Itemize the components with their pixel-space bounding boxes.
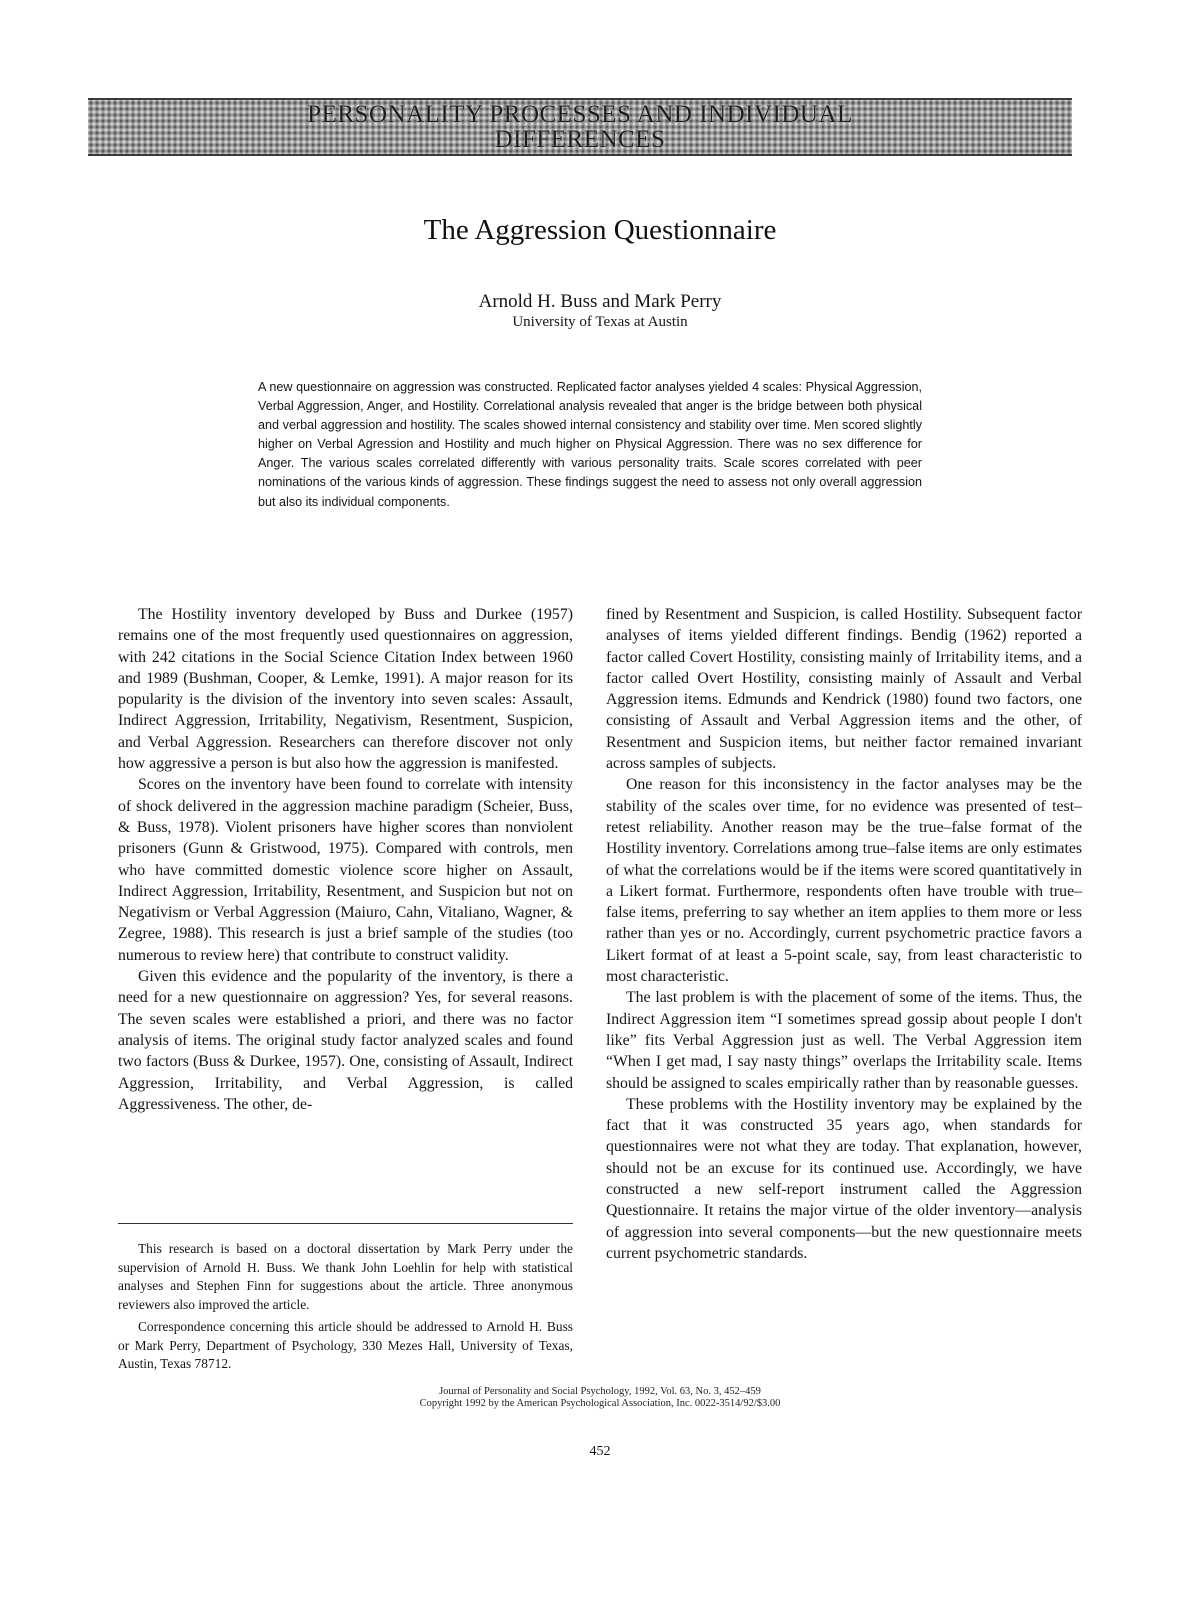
body-paragraph: The Hostility inventory developed by Buss and Durkee (1957) remains one of the most frequently used questionnaires on aggression, with 242 citations in the Social Science Citation Index between 1960 and 1989 (Bushman, Cooper, & Lemke, 1991). A major reason for its popularity is the division of the inventory into seven scales: Assault, Indirect Aggression, Irritability, Negativism, Resentment, Suspicion, and Verbal Aggression. Researchers can therefore discover not only how aggressive a person is but also how the aggression is manifested. bbox=[118, 606, 573, 773]
body-paragraph: Scores on the inventory have been found to correlate with intensity of shock delivered in the aggression machine paradigm (Scheier, Buss, & Buss, 1978). Violent prisoners have higher scores than nonviolent prisoners (Gunn & Gristwood, 1975). Compared with controls, men who have committed domestic violence score higher on Assault, Indirect Aggression, Irritability, Resentment, and Suspicion but not on Negativism or Verbal Aggression (Maiuro, Cahn, Vitaliano, Wagner, & Zegree, 1988). This research is just a brief sample of the studies (too numerous to review here) that contribute to construct validity. bbox=[118, 776, 573, 964]
author-affiliation: University of Texas at Austin bbox=[512, 314, 688, 330]
abstract bbox=[258, 378, 922, 512]
abstract-text: A new questionnaire on aggression was constructed. Replicated factor analyses yielded 4 scales: Physical Aggression, Verbal Aggression, Anger, and Hostility. Correlational analysis revealed that anger is the bridge between both physical and verbal aggression and hostility. The scales showed internal consistency and stability over time. Men scored slightly higher on Verbal Agression and Hostility and much higher on Physical Aggression. There was no sex difference for Anger. The various scales correlated differently with various personality traits. Scale scores correlated with peer nominations of the various kinds of aggression. These findings suggest the need to assess not only overall aggression but also its individual components. bbox=[258, 380, 922, 509]
article-title: The Aggression Questionnaire bbox=[423, 214, 777, 246]
body-paragraph: The last problem is with the placement of some of the items. Thus, the Indirect Aggression item “I sometimes spread gossip about people I don't like” fits Verbal Aggression just as well. The Verbal Aggression item “When I get mad, I say nasty things” overlaps the Irritability scale. Items should be assigned to scales empirically rather than by reasonable guesses. bbox=[606, 989, 1082, 1092]
page-number: 452 bbox=[589, 1444, 611, 1459]
body-left-column bbox=[118, 604, 573, 1115]
journal-citation: Journal of Personality and Social Psychology, 1992, Vol. 63, No. 3, 452–459 bbox=[439, 1386, 761, 1397]
author-note-footnote: This research is based on a doctoral dissertation by Mark Perry under the supervision of Arnold H. Buss. We thank John Loehlin for help with statistical analyses and Stephen Finn for suggestions about the article. Three anonymous reviewers also improved the article. bbox=[118, 1241, 573, 1312]
body-paragraph: Given this evidence and the popularity of the inventory, is there a need for a new questionnaire on aggression? Yes, for several reasons. The seven scales were established a priori, and there was no factor analysis of items. The original study factor analyzed scales and found two factors (Buss & Durkee, 1957). One, consisting of Assault, Indirect Aggression, Irritability, and Verbal Aggression, is called Aggressiveness. The other, de- bbox=[118, 968, 573, 1113]
copyright-notice: Copyright 1992 by the American Psychological Association, Inc. 0022-3514/92/$3.00 bbox=[419, 1398, 781, 1409]
body-right-column bbox=[606, 604, 1082, 1264]
footnotes bbox=[118, 1240, 573, 1378]
body-paragraph-continuation: fined by Resentment and Suspicion, is called Hostility. Subsequent factor analyses of items yielded different findings. Bendig (1962) reported a factor called Covert Hostility, consisting mainly of Irritability items, and a factor called Overt Hostility, consisting mainly of Assault and Verbal Aggression items. Edmunds and Kendrick (1980) found two factors, one consisting of Assault and Verbal Aggression items and the other, of Resentment and Suspicion items, but neither factor remained invariant across samples of subjects. bbox=[606, 606, 1082, 773]
body-paragraph: These problems with the Hostility inventory may be explained by the fact that it was constructed 35 years ago, when standards for questionnaires were not what they are today. That explanation, however, should not be an excuse for its continued use. Accordingly, we have constructed a new self-report instrument called the Aggression Questionnaire. It retains the major virtue of the older inventory—analysis of aggression into several components—but the new questionnaire meets current psychometric standards. bbox=[606, 1095, 1082, 1262]
section-banner-line-2: DIFFERENCES bbox=[494, 126, 666, 153]
correspondence-footnote: Correspondence concerning this article should be addressed to Arnold H. Buss or Mark Perry, Department of Psychology, 330 Mezes Hall, University of Texas, Austin, Texas 78712. bbox=[118, 1319, 573, 1371]
section-banner bbox=[88, 98, 1072, 156]
article-authors: Arnold H. Buss and Mark Perry bbox=[478, 291, 722, 312]
footnote-divider bbox=[118, 1223, 573, 1224]
section-banner-line-1: PERSONALITY PROCESSES AND INDIVIDUAL bbox=[307, 101, 853, 128]
body-paragraph: One reason for this inconsistency in the factor analyses may be the stability of the scales over time, for no evidence was presented of test–retest reliability. Another reason may be the true–false format of the Hostility inventory. Correlations among true–false items are only estimates of what the correlations would be if the items were scored quantitatively in a Likert format. Furthermore, respondents often have trouble with true–false items, preferring to say whether an item applies to them more or less rather than yes or no. Accordingly, current psychometric practice favors a Likert format of at least a 5-point scale, say, from least characteristic to most characteristic. bbox=[606, 776, 1082, 986]
